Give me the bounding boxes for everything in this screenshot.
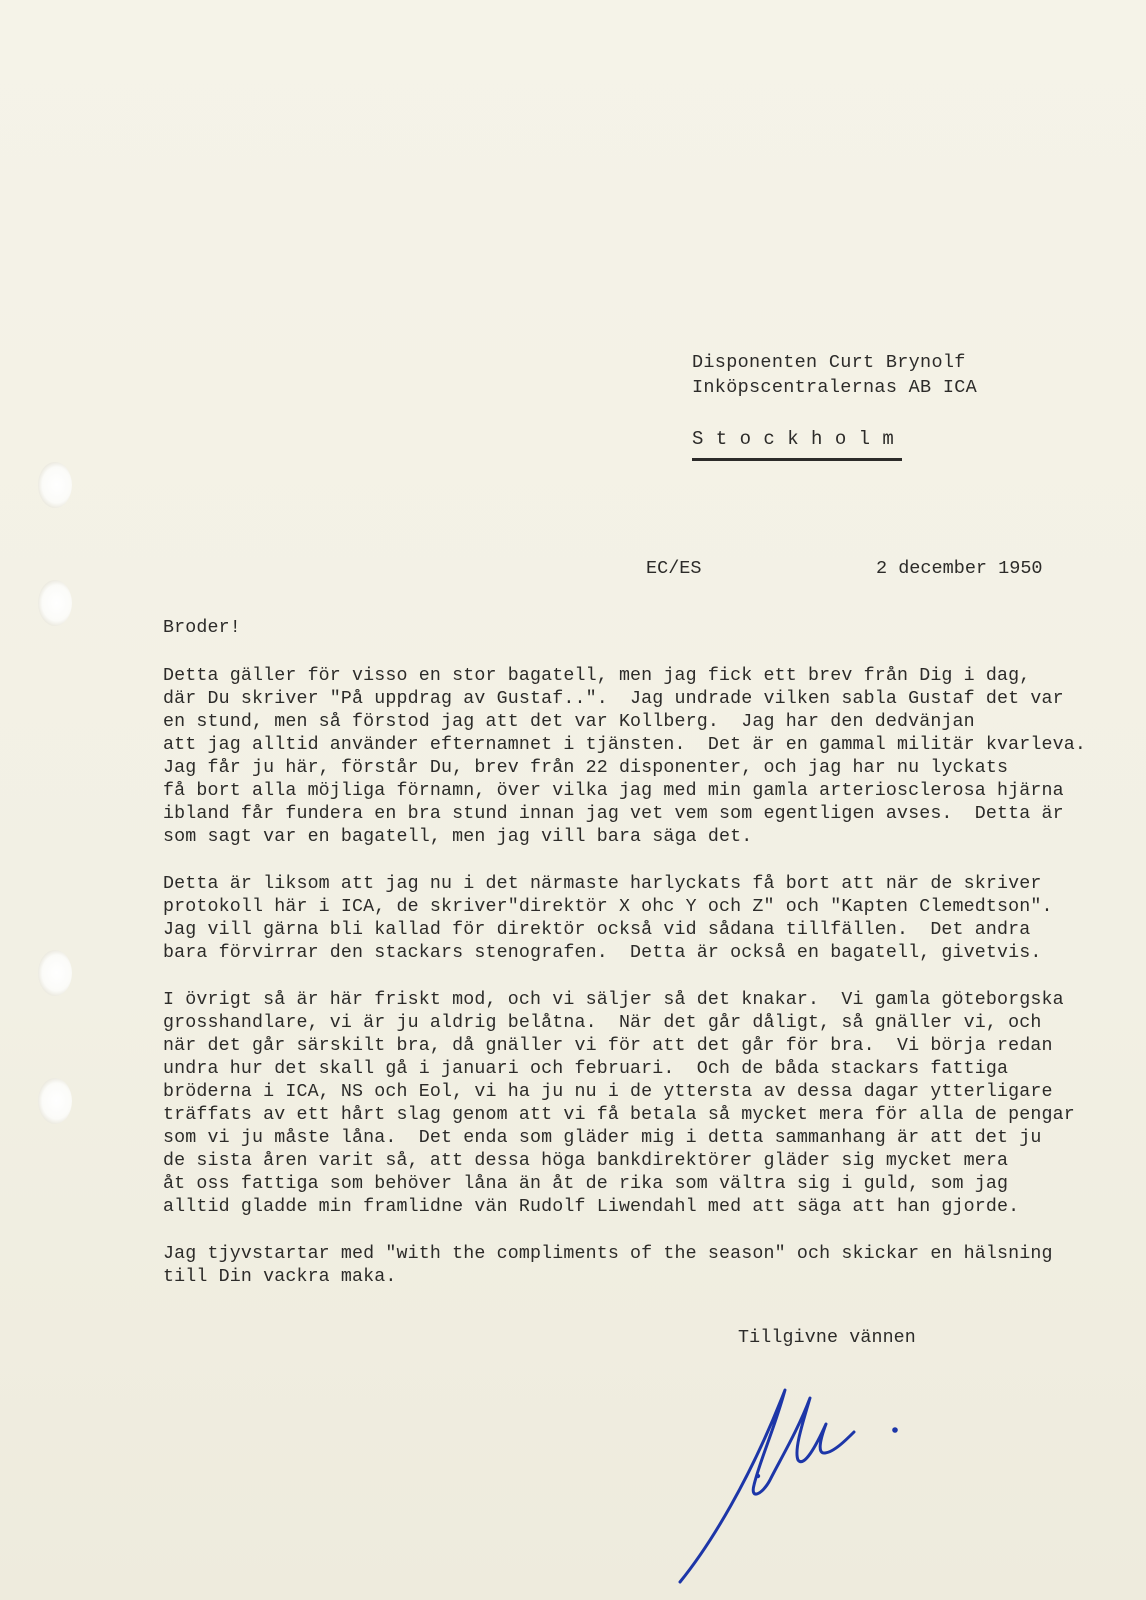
- text-line: som vi ju måste låna. Det enda som gläder mig i detta sammanhang är att det ju: [163, 1128, 1042, 1148]
- salutation: Broder!: [163, 618, 241, 638]
- text-line: när det går särskilt bra, då gnäller vi för att det går för bra. Vi börja redan: [163, 1036, 1053, 1056]
- reference-code: EC/ES: [646, 558, 702, 579]
- punch-hole: [38, 580, 72, 626]
- text-line: ibland får fundera en bra stund innan jag vet vem som egentligen avses. Detta är: [163, 804, 1064, 824]
- text-line: de sista åren varit så, att dessa höga bankdirektörer gläder sig mycket mera: [163, 1151, 1009, 1171]
- text-line: I övrigt så är här friskt mod, och vi säljer så det knakar. Vi gamla göteborgska: [163, 990, 1064, 1010]
- text-line: bara förvirrar den stackars stenografen. Detta är också en bagatell, givetvis.: [163, 943, 1042, 963]
- signature-drawing: [670, 1350, 920, 1590]
- text-line: få bort alla möjliga förnamn, över vilka jag med min gamla arteriosclerosa hjärna: [163, 781, 1064, 801]
- text-line: undra hur det skall gå i januari och februari. Och de båda stackars fattiga: [163, 1059, 1009, 1079]
- signature-stroke: [680, 1390, 854, 1582]
- punch-hole: [38, 1078, 72, 1124]
- text-line: Jag tjyvstartar med "with the compliments of the season" och skickar en hälsning: [163, 1244, 1053, 1264]
- signature-dot: [892, 1427, 898, 1433]
- letter-date: 2 december 1950: [876, 558, 1043, 579]
- text-line: Jag får ju här, förstår Du, brev från 22 disponenter, och jag har nu lyckats: [163, 758, 1009, 778]
- text-line: träffats av ett hårt slag genom att vi få betala så mycket mera för alla de pengar: [163, 1105, 1075, 1125]
- recipient-company: Inköpscentralernas AB ICA: [692, 377, 978, 398]
- text-line: Detta gäller för visso en stor bagatell, men jag fick ett brev från Dig i dag,: [163, 666, 1031, 686]
- recipient-city: S t o c k h o l m: [692, 428, 895, 450]
- text-line: bröderna i ICA, NS och Eol, vi ha ju nu i de yttersta av dessa dagar ytterligare: [163, 1082, 1053, 1102]
- text-line: till Din vackra maka.: [163, 1267, 397, 1287]
- closing: Tillgivne vännen: [738, 1328, 916, 1348]
- text-line: grosshandlare, vi är ju aldrig belåtna. När det går dåligt, så gnäller vi, och: [163, 1013, 1042, 1033]
- text-line: alltid gladde min framlidne vän Rudolf Liwendahl med att säga att han gjorde.: [163, 1197, 1020, 1217]
- recipient-name: Disponenten Curt Brynolf: [692, 352, 966, 373]
- text-line: åt oss fattiga som behöver låna än åt de rika som vältra sig i guld, som jag: [163, 1174, 1009, 1194]
- text-line: där Du skriver "På uppdrag av Gustaf..". Jag undrade vilken sabla Gustaf det var: [163, 689, 1064, 709]
- punch-hole: [38, 950, 72, 996]
- text-line: en stund, men så förstod jag att det var Kollberg. Jag har den dedvänjan: [163, 712, 975, 732]
- text-line: Jag vill gärna bli kallad för direktör också vid sådana tillfällen. Det andra: [163, 920, 1031, 940]
- text-line: att jag alltid använder efternamnet i tjänsten. Det är en gammal militär kvarleva.: [163, 735, 1087, 755]
- text-line: protokoll här i ICA, de skriver"direktör X ohc Y och Z" och "Kapten Clemedtson".: [163, 897, 1053, 917]
- city-underline: [692, 458, 902, 461]
- text-line: som sagt var en bagatell, men jag vill bara säga det.: [163, 827, 753, 847]
- text-line: Detta är liksom att jag nu i det närmaste harlyckats få bort att när de skriver: [163, 874, 1042, 894]
- punch-hole: [38, 462, 72, 508]
- signature-dot: [756, 1474, 760, 1478]
